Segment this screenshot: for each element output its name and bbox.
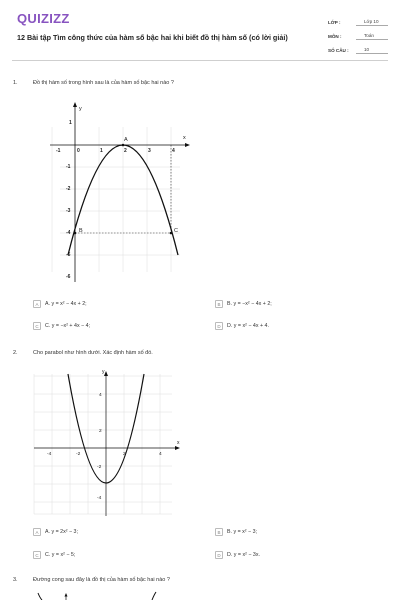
graph-2-y-arrow	[104, 371, 108, 376]
option-label: B. y = −x² − 4x + 2;	[227, 301, 272, 307]
graph-1-y-tick: -2	[66, 186, 71, 192]
option-label: A. y = x² − 4x + 2;	[45, 301, 87, 307]
question-2-option-a[interactable]	[33, 528, 78, 536]
graph-1-x-tick: 2	[124, 148, 127, 154]
graph-2-x-tick: -4	[47, 452, 52, 457]
graph-2-y-axis-label: y	[102, 369, 105, 375]
graph-2-grid	[34, 374, 172, 514]
option-label: C. y = −x² + 4x − 4;	[45, 323, 91, 329]
graph-1-y-tick-labels	[66, 120, 72, 280]
graph-1-point-label-c: C	[174, 228, 178, 234]
option-label: A. y = 2x² − 3;	[45, 529, 78, 535]
graph-1-y-tick: -5	[66, 252, 71, 258]
meta-label: LỚP :	[328, 20, 341, 25]
question-2-option-c[interactable]	[33, 551, 75, 559]
option-label: D. y = x² − 4x + 4.	[227, 323, 269, 329]
graph-1-point-label-b: B	[79, 228, 83, 234]
question-1-option-d[interactable]	[215, 322, 269, 330]
question-1-text: Đồ thị hàm số trong hình sau là của hàm số bậc hai nào ?	[33, 80, 174, 86]
graph-1-point-b	[74, 232, 77, 235]
graph-1-y-tick: -4	[66, 230, 71, 236]
graph-1-point-a	[122, 144, 125, 147]
question-3-text: Đường cong sau đây là đồ thị của hàm số bậc hai nào ?	[33, 577, 170, 583]
graph-2-y-tick: -2	[97, 465, 102, 470]
meta-value-question-count: 10	[356, 47, 388, 54]
graph-3-partial	[30, 590, 170, 600]
graph-1-y-arrow	[73, 102, 77, 107]
graph-2-x-tick: 4	[159, 452, 162, 457]
header-divider	[12, 60, 388, 61]
graph-2-x-axis-label: x	[177, 440, 180, 446]
worksheet-title: 12 Bài tập Tìm công thức của hàm số bậc hai khi biết đồ thị hàm số (có lời giải)	[17, 33, 288, 42]
graph-1-x-arrow	[185, 143, 190, 147]
question-2-text: Cho parabol như hình dưới. Xác định hàm số đó.	[33, 350, 153, 356]
graph-1-grid	[52, 127, 180, 272]
graph-2-y-tick: -4	[97, 496, 102, 501]
graph-1-y-tick: 1	[69, 120, 72, 126]
graph-1-x-tick: 1	[100, 148, 103, 154]
option-letter-box: C	[33, 322, 41, 330]
option-letter-box: D	[215, 551, 223, 559]
graph-3-curve-left	[38, 593, 42, 600]
graph-1-y-tick: -6	[66, 274, 71, 280]
graph-1-y-tick: -3	[66, 208, 71, 214]
option-label: C. y = x² − 5;	[45, 552, 76, 558]
meta-value-subject: Toán	[356, 33, 388, 40]
question-2-number: 2.	[13, 350, 18, 356]
graph-2-x-tick-labels	[47, 451, 162, 457]
meta-row-class	[328, 12, 388, 26]
graph-2-y-tick: 4	[99, 393, 102, 398]
graph-1-x-tick: 0	[77, 148, 80, 154]
meta-label: SỐ CÂU :	[328, 48, 349, 53]
graph-3-y-arrow	[65, 593, 68, 597]
question-1-option-c[interactable]	[33, 322, 90, 330]
meta-row-subject	[328, 26, 388, 40]
option-letter-box: A	[33, 528, 41, 536]
option-label: B. y = x² − 3;	[227, 529, 258, 535]
graph-1-x-axis-label: x	[183, 135, 186, 141]
meta-label: MÔN :	[328, 34, 342, 39]
question-1-option-a[interactable]	[33, 300, 87, 308]
graph-3-curve-right	[152, 592, 156, 600]
graph-2-x-tick: -2	[76, 452, 81, 457]
question-3-number: 3.	[13, 577, 18, 583]
option-label: D. y = x² − 3x.	[227, 552, 260, 558]
option-letter-box: A	[33, 300, 41, 308]
graph-1-y-tick: -1	[66, 164, 71, 170]
meta-value-class: Lớp 10	[356, 19, 388, 26]
option-letter-box: B	[215, 300, 223, 308]
option-letter-box: B	[215, 528, 223, 536]
question-2-option-d[interactable]	[215, 551, 260, 559]
graph-1-point-label-a: A	[124, 137, 128, 143]
graph-2-y-tick: 2	[99, 429, 102, 434]
graph-1	[40, 97, 200, 283]
question-1-option-b[interactable]	[215, 300, 272, 308]
graph-1-x-tick: -1	[56, 148, 61, 154]
question-1-number: 1.	[13, 80, 18, 86]
graph-1-x-tick: 4	[172, 148, 175, 154]
question-2-option-b[interactable]	[215, 528, 257, 536]
graph-1-x-tick-labels	[56, 148, 175, 154]
graph-2-y-tick-labels	[97, 392, 102, 501]
graph-2-x-tick: 2	[123, 452, 126, 457]
graph-2-x-arrow	[175, 446, 180, 450]
meta-row-question-count	[328, 40, 388, 54]
graph-1-y-axis-label: y	[79, 106, 82, 112]
option-letter-box: D	[215, 322, 223, 330]
option-letter-box: C	[33, 551, 41, 559]
graph-1-x-tick: 3	[148, 148, 151, 154]
graph-2	[32, 366, 187, 516]
quizizz-logo: QUIZIZZ	[17, 11, 70, 26]
worksheet-meta	[328, 12, 388, 54]
graph-1-point-c	[170, 232, 173, 235]
